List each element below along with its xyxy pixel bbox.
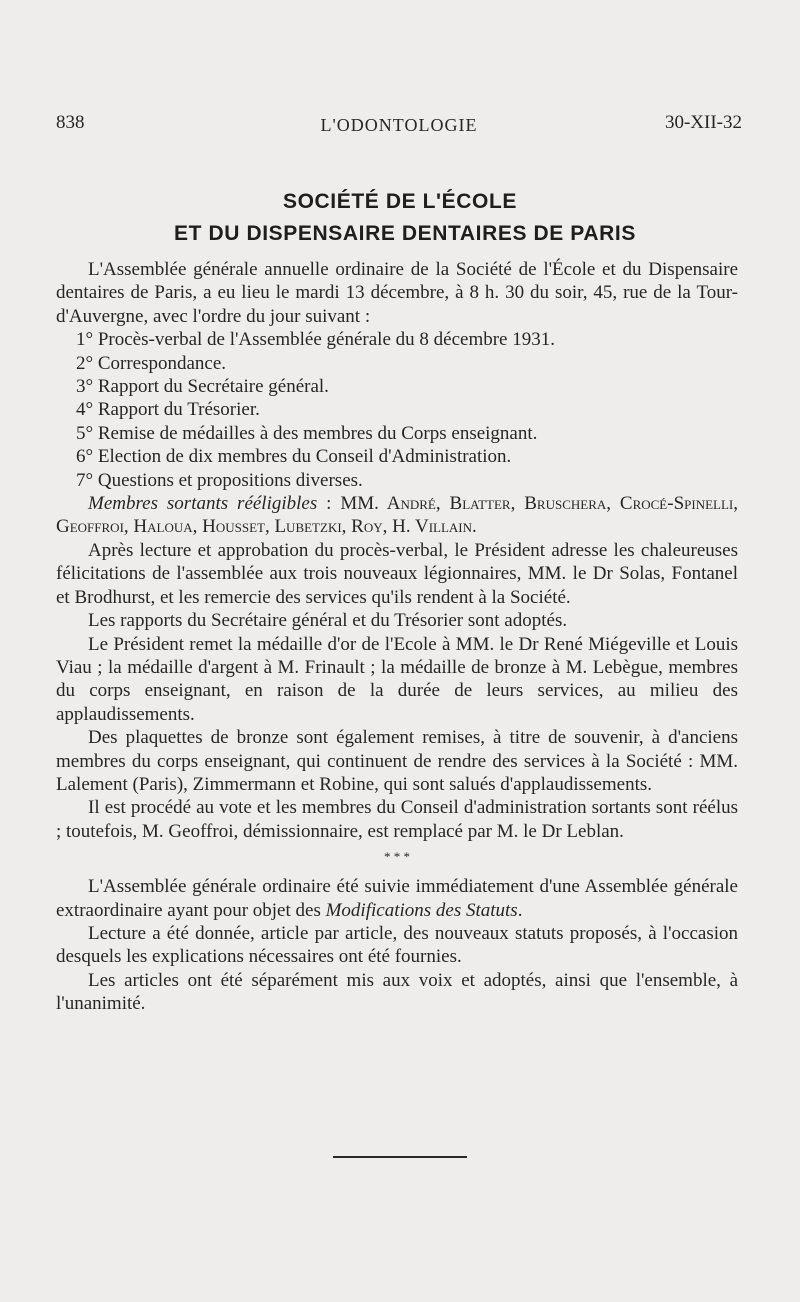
agenda-item-1: 1° Procès-verbal de l'Assemblée générale du 8 décembre 1931. xyxy=(76,329,555,351)
journal-title: L'ODONTOLOGIE xyxy=(320,115,478,135)
extraordinary-text: L'Assemblée générale ordinaire été suivie immédiatement d'une Assemblée générale extraordinaire ayant pour objet des xyxy=(56,876,738,921)
agenda-item-2: 2° Correspondance. xyxy=(76,352,227,374)
page-number: 838 xyxy=(56,112,85,133)
members-paragraph xyxy=(56,492,738,539)
article-body xyxy=(56,258,738,1016)
members-label: Membres sortants rééligibles xyxy=(88,493,318,515)
closing-paragraph-2: Les articles ont été séparément mis aux voix et adoptés, ainsi que l'ensemble, à l'unanimité. xyxy=(56,969,738,1015)
article-title-line1: SOCIÉTÉ DE L'ÉCOLE xyxy=(283,190,517,213)
paragraph-3: Le Président remet la médaille d'or de l'Ecole à MM. le Dr René Miégeville et Louis Viau ; la médaille d'argent à M. Frinault ; la médaille de bronze à M. Lebègue, membres du corps enseignant, en raison de la durée de leurs services, au milieu des applaudissements. xyxy=(56,633,738,725)
members-list: : MM. André, Blatter, Bruschera, Crocé-Spinelli, Geoffroi, Haloua, Housset, Lubetzki, Roy, H. Villain. xyxy=(56,493,738,538)
agenda-item-6: 6° Election de dix membres du Conseil d'Administration. xyxy=(76,446,512,468)
extraordinary-italic: Modifications des Statuts xyxy=(325,899,518,921)
closing-paragraph-1: Lecture a été donnée, article par article, des nouveaux statuts proposés, à l'occasion desquels les explications nécessaires ont été fournies. xyxy=(56,922,738,968)
running-head xyxy=(56,112,742,138)
extraordinary-end: . xyxy=(517,899,523,921)
paragraph-5: Il est procédé au vote et les membres du Conseil d'administration sortants sont réélus ; toutefois, M. Geoffroi, démissionnaire, est remplacé par M. le Dr Leblan. xyxy=(56,797,738,842)
end-rule xyxy=(333,1156,467,1158)
agenda-item-3: 3° Rapport du Secrétaire général. xyxy=(76,376,329,398)
agenda-item-4: 4° Rapport du Trésorier. xyxy=(76,399,260,421)
asterism-separator: * * * xyxy=(384,849,410,865)
agenda-item-5: 5° Remise de médailles à des membres du Corps enseignant. xyxy=(76,422,538,444)
article-title-line2: ET DU DISPENSAIRE DENTAIRES DE PARIS xyxy=(174,222,636,245)
intro-paragraph: L'Assemblée générale annuelle ordinaire de la Société de l'École et du Dispensaire dentaires de Paris, a eu lieu le mardi 13 décembre, à 8 h. 30 du soir, 45, rue de la Tour-d'Auvergne, avec l'ordre du jour suivant : xyxy=(56,259,738,327)
paragraph-1: Après lecture et approbation du procès-verbal, le Président adresse les chaleureuses félicitations de l'assemblée aux trois nouveaux légionnaires, MM. le Dr Solas, Fontanel et Brodhurst, et les remercie des services qu'ils rendent à la Société. xyxy=(56,539,738,608)
paragraph-4: Des plaquettes de bronze sont également remises, à titre de souvenir, à d'anciens membres du corps enseignant, qui continuent de rendre des services à la Société : MM. Lalement (Paris), Zimmermann et Robine, qui sont salués d'applaudissements. xyxy=(56,727,738,795)
paragraph-2: Les rapports du Secrétaire général et du Trésorier sont adoptés. xyxy=(88,610,568,632)
issue-date: 30-XII-32 xyxy=(664,112,742,133)
extraordinary-paragraph xyxy=(56,875,738,922)
agenda-item-7: 7° Questions et propositions diverses. xyxy=(76,469,363,491)
